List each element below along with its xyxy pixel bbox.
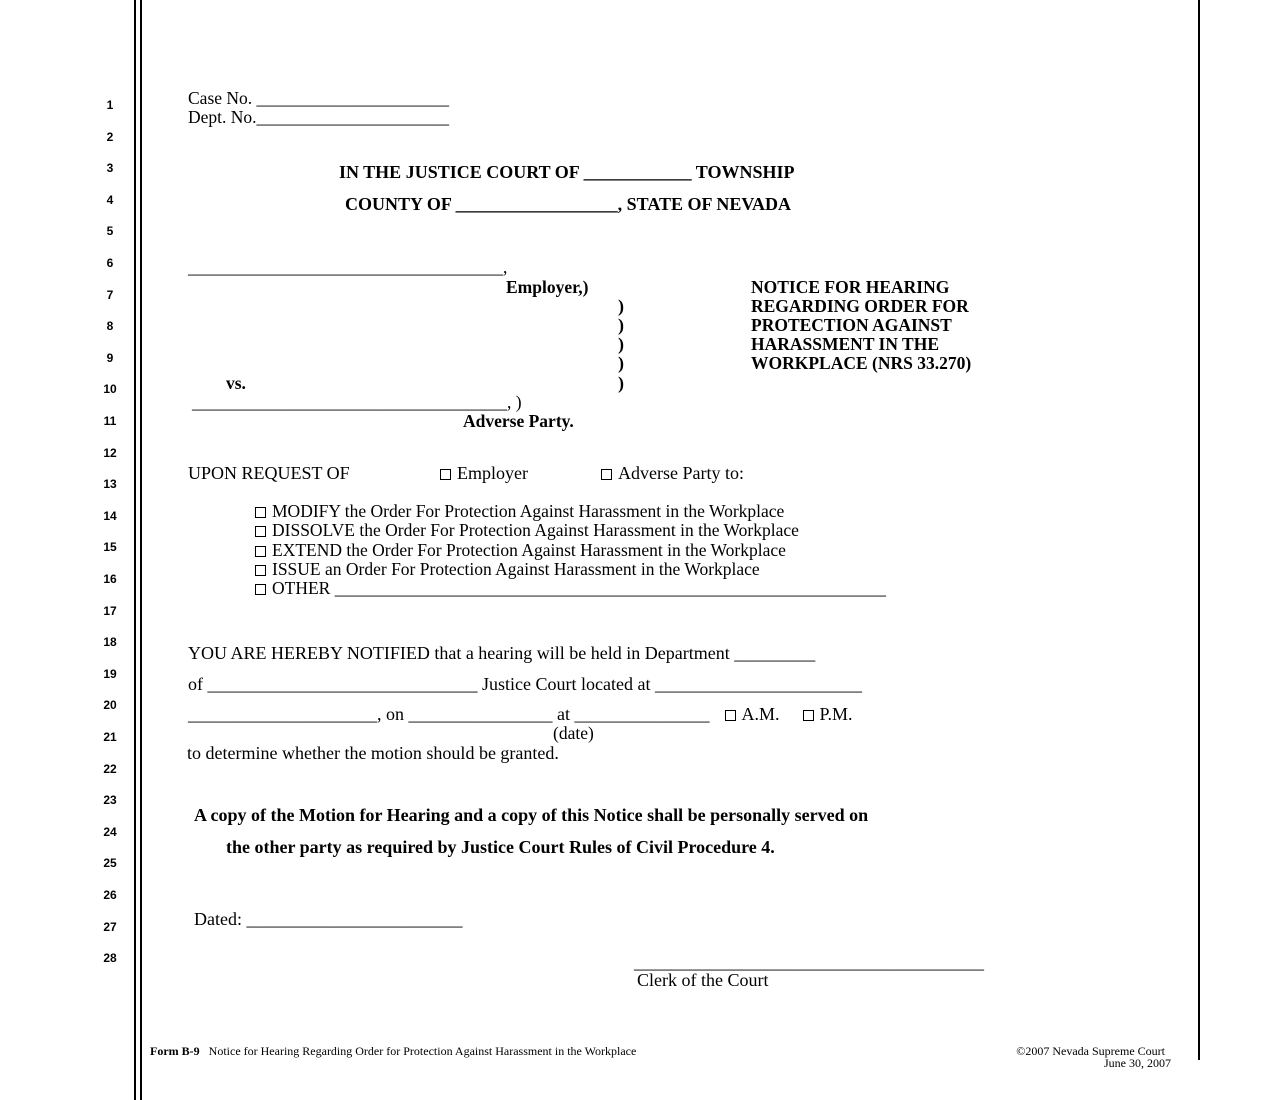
title-line: REGARDING ORDER FOR [751, 296, 969, 316]
line-number: 28 [103, 951, 117, 966]
line-number: 10 [103, 382, 117, 397]
line-number: 26 [103, 888, 117, 902]
employer-label: Employer,) [506, 277, 589, 297]
line-number: 13 [103, 477, 117, 492]
line-number: 17 [103, 603, 117, 618]
line-number: 18 [103, 635, 117, 650]
line-number: 21 [103, 730, 117, 744]
dissolve-option[interactable] [255, 520, 886, 539]
dated-field: Dated: ________________________ [194, 909, 463, 929]
line-number: 15 [103, 540, 117, 555]
document-title [751, 277, 971, 372]
line-number: 25 [103, 856, 117, 871]
line-number: 8 [106, 319, 114, 334]
line-number: 20 [103, 698, 117, 713]
line-number: 14 [103, 508, 117, 523]
clerk-label: Clerk of the Court [637, 970, 769, 990]
requester-employer-option[interactable] [440, 463, 528, 484]
line-number: 3 [106, 161, 114, 176]
court-heading-line1: IN THE JUSTICE COURT OF ____________ TOWNSHIP [339, 162, 795, 182]
modify-checkbox[interactable] [255, 507, 266, 518]
line-number: 22 [103, 761, 117, 776]
caption-paren: ) [618, 315, 624, 335]
dissolve-checkbox[interactable] [255, 526, 266, 537]
title-line: NOTICE FOR HEARING [751, 277, 950, 297]
copyright-notice: ©2007 Nevada Supreme Court [1016, 1044, 1165, 1058]
datetime-blanks: _____________________, on ________________ at _______________ [188, 704, 710, 724]
case-number-field: Case No. ______________________ [188, 88, 450, 108]
caption-paren: ) [618, 296, 624, 316]
margin-rule-left-1 [134, 0, 136, 1100]
date-caption: (date) [553, 723, 594, 743]
issue-option[interactable] [255, 559, 886, 578]
line-number: 19 [103, 666, 117, 681]
option-label: OTHER _______________________________________________________________ [272, 578, 886, 599]
vs-label: vs. [226, 373, 246, 393]
form-number: Form B-9 [150, 1044, 200, 1058]
pm-checkbox[interactable] [803, 710, 814, 721]
caption-paren: ) [618, 373, 624, 393]
notice-line-court-location: of ______________________________ Justice Court located at _______________________ [188, 674, 862, 694]
form-title: Notice for Hearing Regarding Order for Protection Against Harassment in the Workplace [208, 1044, 637, 1058]
line-number: 24 [103, 824, 117, 839]
line-number: 9 [106, 350, 114, 365]
upon-request-label: UPON REQUEST OF [188, 463, 350, 483]
service-notice-line2: the other party as required by Justice Court Rules of Civil Procedure 4. [226, 837, 775, 857]
other-checkbox[interactable] [255, 584, 266, 595]
notice-line-datetime [188, 704, 853, 725]
option-label: EXTEND the Order For Protection Against Harassment in the Workplace [272, 539, 786, 560]
caption-paren: ) [618, 334, 624, 354]
adverse-party-name-blank: ____________________________________, ) [192, 392, 522, 412]
pm-label: P.M. [819, 704, 853, 724]
margin-rule-left-2 [140, 0, 142, 1100]
dept-number-field: Dept. No.______________________ [188, 107, 450, 127]
employer-checkbox[interactable] [440, 469, 451, 480]
employer-option-label: Employer [457, 463, 528, 483]
adverse-party-label: Adverse Party. [463, 411, 574, 431]
line-number: 1 [106, 98, 114, 112]
line-number: 11 [103, 414, 117, 428]
adverse-party-checkbox[interactable] [601, 469, 612, 480]
extend-checkbox[interactable] [255, 546, 266, 557]
issue-checkbox[interactable] [255, 565, 266, 576]
title-line: PROTECTION AGAINST [751, 315, 952, 335]
service-notice-line1: A copy of the Motion for Hearing and a copy of this Notice shall be personally served on [194, 805, 869, 825]
other-option[interactable] [255, 578, 886, 597]
title-line: HARASSMENT IN THE [751, 334, 940, 354]
line-number: 12 [103, 445, 117, 460]
action-options-list [255, 501, 886, 597]
option-label: ISSUE an Order For Protection Against Harassment in the Workplace [272, 558, 760, 579]
revision-date: June 30, 2007 [1104, 1056, 1171, 1070]
line-number: 27 [103, 919, 117, 934]
adverse-party-option-label: Adverse Party to: [618, 463, 744, 483]
option-label: MODIFY the Order For Protection Against Harassment in the Workplace [272, 501, 785, 521]
option-label: DISSOLVE the Order For Protection Against Harassment in the Workplace [272, 520, 799, 541]
notice-line-determine: to determine whether the motion should be granted. [187, 743, 559, 763]
form-footer [150, 1044, 636, 1059]
notice-line-department: YOU ARE HEREBY NOTIFIED that a hearing will be held in Department _________ [188, 643, 816, 663]
am-checkbox[interactable] [725, 710, 736, 721]
line-number: 5 [106, 224, 114, 239]
line-number: 4 [106, 192, 114, 207]
title-line: WORKPLACE (NRS 33.270) [751, 353, 972, 373]
extend-option[interactable] [255, 540, 886, 559]
line-number: 23 [103, 793, 117, 808]
clerk-signature-line: ________________________________________ [634, 952, 984, 972]
line-number: 6 [106, 256, 114, 270]
court-heading-line2: COUNTY OF __________________, STATE OF NEVADA [345, 194, 792, 214]
margin-rule-right [1198, 0, 1200, 1060]
employer-name-blank: ____________________________________, [188, 257, 508, 277]
line-number: 16 [103, 572, 117, 586]
line-number: 7 [106, 287, 114, 302]
requester-adverse-party-option[interactable] [601, 463, 744, 484]
modify-option[interactable] [255, 501, 886, 520]
caption-paren: ) [618, 353, 624, 373]
am-label: A.M. [741, 704, 780, 724]
line-number: 2 [106, 129, 114, 144]
